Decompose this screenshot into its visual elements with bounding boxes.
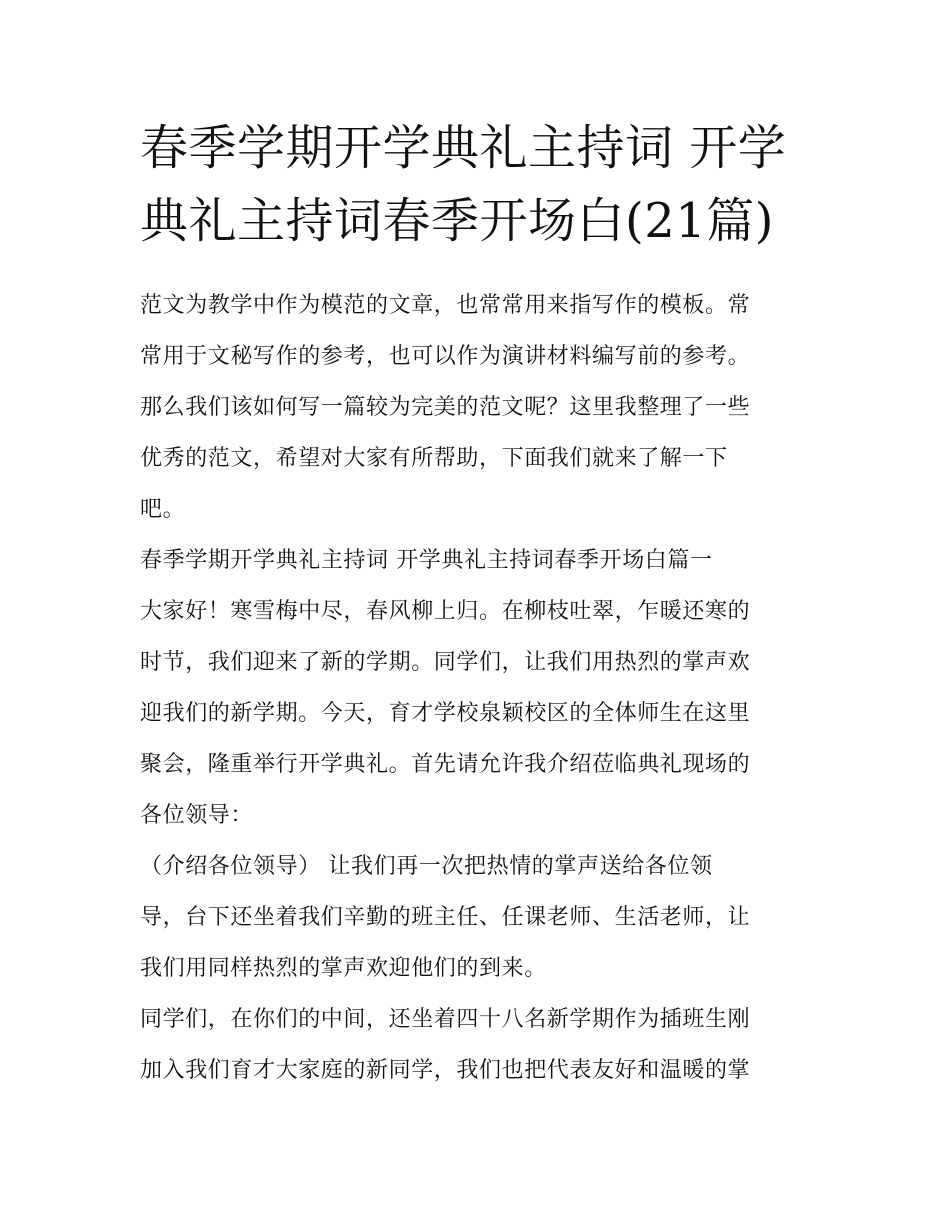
body-line: 吧。 bbox=[140, 497, 186, 522]
body-line: 同学们，在你们的中间，还坐着四十八名新学期作为插班生刚 bbox=[140, 1007, 751, 1032]
body-line: 我们用同样热烈的掌声欢迎他们的到来。 bbox=[140, 956, 547, 981]
body-line: （介绍各位领导） 让我们再一次把热情的掌声送给各位领 bbox=[140, 854, 713, 879]
body-line: 各位领导： bbox=[140, 803, 254, 828]
body-line: 时节，我们迎来了新的学期。同学们，让我们用热烈的掌声欢 bbox=[140, 650, 751, 675]
body-line: 常用于文秘写作的参考，也可以作为演讲材料编写前的参考。 bbox=[140, 344, 751, 369]
title-line: 典礼主持词春季开场白(21篇) bbox=[140, 193, 775, 249]
title-line: 春季学期开学典礼主持词 开学 bbox=[140, 120, 787, 176]
body-line: 聚会，隆重举行开学典礼。首先请允许我介绍莅临典礼现场的 bbox=[140, 752, 751, 777]
document-body bbox=[140, 280, 830, 1096]
body-line: 加入我们育才大家庭的新同学，我们也把代表友好和温暖的掌 bbox=[140, 1058, 751, 1083]
section-heading-line: 春季学期开学典礼主持词 开学典礼主持词春季开场白篇一 bbox=[140, 548, 713, 573]
body-line: 优秀的范文，希望对大家有所帮助，下面我们就来了解一下 bbox=[140, 446, 728, 471]
body-line: 迎我们的新学期。今天，育才学校泉颖校区的全体师生在这里 bbox=[140, 701, 751, 726]
body-line: 那么我们该如何写一篇较为完美的范文呢？这里我整理了一些 bbox=[140, 395, 751, 420]
body-line: 范文为教学中作为模范的文章，也常常用来指写作的模板。常 bbox=[140, 293, 751, 318]
body-line: 大家好！寒雪梅中尽，春风柳上归。在柳枝吐翠，乍暖还寒的 bbox=[140, 599, 751, 624]
document-title bbox=[140, 112, 820, 258]
body-line: 导，台下还坐着我们辛勤的班主任、任课老师、生活老师，让 bbox=[140, 905, 751, 930]
